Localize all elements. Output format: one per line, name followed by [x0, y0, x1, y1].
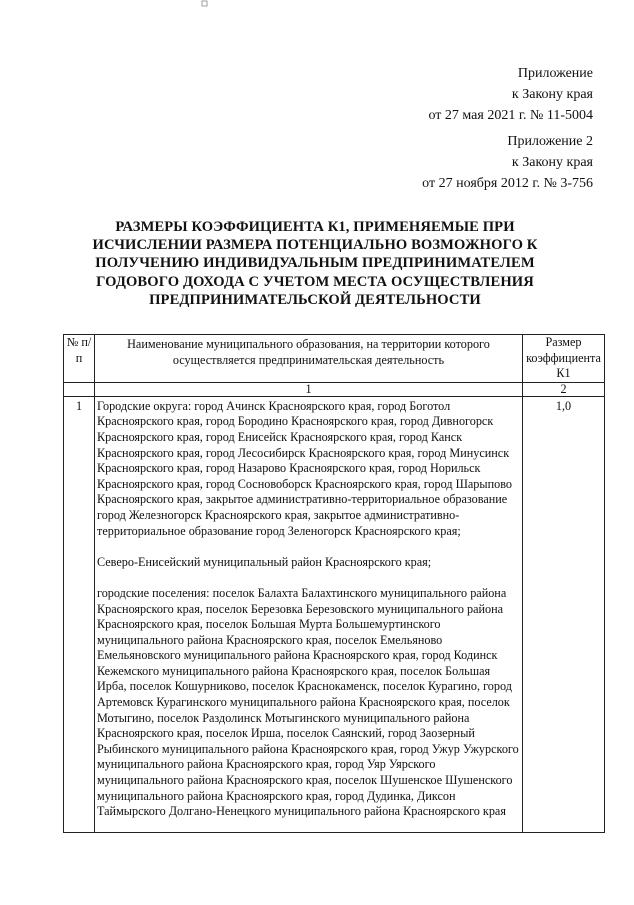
appendix2-law: к Закону края [511, 155, 593, 170]
column-number-name: 1 [95, 382, 523, 396]
appendix-title: Приложение [517, 66, 593, 81]
header-coef: Размер коэффициента К1 [523, 335, 605, 383]
appendix2-header [422, 131, 593, 194]
column-number-row [64, 382, 605, 396]
column-number-coef: 2 [523, 382, 605, 396]
appendix-date: от 27 мая 2021 г. № 11-5004 [428, 108, 593, 123]
row-num: 1 [64, 396, 95, 832]
row-paragraph-district: Северо-Енисейский муниципальный район Красноярского края; [97, 554, 432, 569]
appendix2-date: от 27 ноября 2012 г. № 3-756 [422, 176, 593, 191]
appendix-law: к Закону края [511, 87, 593, 102]
row-coef: 1,0 [523, 396, 605, 832]
coefficient-table [63, 334, 605, 833]
row-name [95, 396, 523, 832]
page-mark [201, 0, 209, 8]
header-name: Наименование муниципального образования, на территории которого осуществляется предпринимательская деятельность [95, 335, 523, 383]
document-title: РАЗМЕРЫ КОЭФФИЦИЕНТА К1, ПРИМЕНЯЕМЫЕ ПРИ ИСЧИСЛЕНИИ РАЗМЕРА ПОТЕНЦИАЛЬНО ВОЗМОЖНОГО К ПОЛУЧЕНИЮ ИНДИВИДУАЛЬНЫМ ПРЕДПРИНИМАТЕЛЕМ ГОДОВОГО ДОХОДА С УЧЕТОМ МЕСТА ОСУЩЕСТВЛЕНИЯ ПРЕДПРИНИМАТЕЛЬСКОЙ ДЕЯТЕЛЬНОСТИ [92, 219, 538, 308]
appendix2-title: Приложение 2 [507, 134, 593, 149]
row-paragraph-urban-districts: Городские округа: город Ачинск Красноярского края, город Боготол Красноярского края, город Бородино Красноярского края, город Дивногорск Красноярского края, город Енисейск Красноярского края, город Канск Красноярского края, город Лесосибирск Красноярского края, город Минусинск Красноярского края, город Назарово Красноярского края, город Норильск Красноярского края, город Сосновоборск Красноярского края, город Шарыпово Красноярского края, закрытое административно-территориальное образование город Железногорск Красноярского края, закрытое административно-территориальное образование город Зеленогорск Красноярского края; [97, 398, 512, 538]
row-paragraph-settlements: городские поселения: поселок Балахта Балахтинского муниципального района Красноярского края, поселок Березовка Березовского муниципального района Красноярского края, поселок Большая Мурта Большемуртинского муниципального района Красноярского края, поселок Емельяново Емельяновского муниципального района Красноярского края, город Кодинск Кежемского муниципального района Красноярского края, поселок Большая Ирба, поселок Кошурниково, поселок Краснокаменск, поселок Курагино, город Артемовск Курагинского муниципального района Красноярского края, поселок Мотыгино, поселок Раздолинск Мотыгинского муниципального района Красноярского края, поселок Ирша, поселок Саянский, город Заозерный Рыбинского муниципального района Красноярского края, город Ужур Ужурского муниципального района Красноярского края, город Уяр Уярского муниципального района Красноярского края, поселок Шушенское Шушенского муниципального района Красноярского края, город Дудинка, Диксон Таймырского Долгано-Ненецкого муниципального района Красноярского края [97, 585, 519, 819]
column-number-empty [64, 382, 95, 396]
table-row [64, 396, 605, 832]
table-header-row [64, 335, 605, 383]
header-num: № п/п [64, 335, 95, 383]
appendix-header [428, 63, 593, 126]
